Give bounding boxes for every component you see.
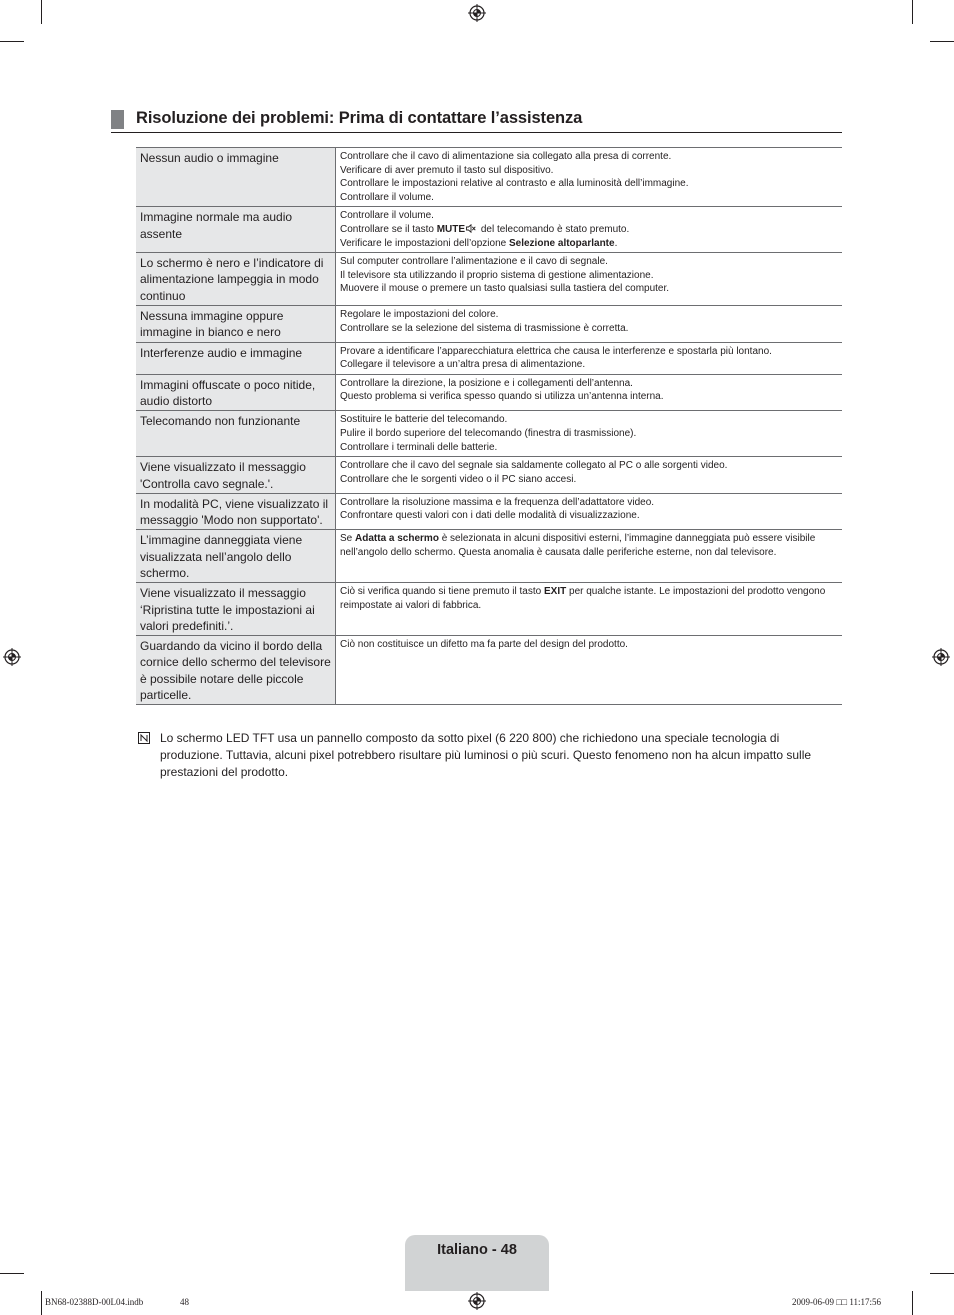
solution-line (340, 150, 838, 164)
solution-cell (336, 636, 843, 705)
solution-line (340, 532, 838, 559)
solution-text: Questo problema si verifica spesso quando si utilizza un’antenna interna. (340, 391, 664, 403)
solution-cell (336, 457, 843, 494)
symptom-cell: L’immagine danneggiata viene visualizzata nell’angolo dello schermo. (136, 530, 336, 583)
solution-line (340, 345, 838, 359)
solution-text: Collegare il televisore a un’altra presa di alimentazione. (340, 359, 586, 371)
button-name: EXIT (544, 586, 567, 598)
solution-cell (336, 411, 843, 457)
symptom-cell: Viene visualizzato il messaggio 'Controlla cavo segnale.'. (136, 457, 336, 494)
solution-text: Verificare le impostazioni dell’opzione (340, 237, 509, 249)
button-name: Adatta a schermo (355, 533, 439, 545)
solution-line (340, 358, 838, 372)
table-body (136, 148, 842, 705)
solution-text: Ciò si verifica quando si tiene premuto il tasto (340, 586, 544, 598)
crop-mark (41, 0, 42, 24)
solution-text: Controllare il volume. (340, 191, 434, 203)
page-title: Risoluzione dei problemi: Prima di contattare l’assistenza (136, 109, 583, 127)
symptom-cell: Telecomando non funzionante (136, 411, 336, 457)
crop-mark (930, 41, 954, 42)
solution-line (340, 269, 838, 283)
registration-mark-icon (932, 648, 950, 666)
print-file-name: BN68-02388D-00L04.indb (45, 1297, 144, 1307)
solution-text: Confrontare questi valori con i dati delle modalità di visualizzazione. (340, 510, 640, 522)
solution-text: Pulire il bordo superiore del telecomando (finestra di trasmissione). (340, 428, 637, 440)
symptom-cell: Immagini offuscate o poco nitide, audio distorto (136, 374, 336, 411)
solution-text: Controllare la direzione, la posizione e i collegamenti dell’antenna. (340, 377, 633, 389)
solution-text: Controllare che il cavo di alimentazione sia collegato alla presa di corrente. (340, 151, 672, 162)
symptom-cell: Guardando da vicino il bordo della cornice dello schermo del televisore è possibile notare delle piccole particelle. (136, 636, 336, 705)
table-row (136, 306, 842, 343)
table-row (136, 342, 842, 374)
solution-text: Se (340, 533, 356, 545)
solution-cell (336, 207, 843, 253)
solution-line (340, 164, 838, 178)
table-row (136, 457, 842, 494)
solution-line (340, 255, 838, 269)
solution-line (340, 322, 838, 336)
symptom-cell: In modalità PC, viene visualizzato il messaggio 'Modo non supportato'. (136, 493, 336, 530)
title-marker (111, 110, 124, 129)
solution-text: è selezionata in alcuni dispositivi esterni, l’immagine danneggiata può essere visibile nell’angolo dello schermo. Questa anomalia è causata dalle periferiche esterne, non dal televisore. (340, 533, 816, 558)
crop-mark (0, 41, 24, 42)
crop-mark (41, 1291, 42, 1315)
button-name: MUTE (436, 223, 466, 235)
solution-line (340, 413, 838, 427)
solution-line (340, 237, 838, 251)
page-number: Italiano - 48 (437, 1242, 517, 1258)
symptom-cell: Lo schermo è nero e l’indicatore di alimentazione lampeggia in modo continuo (136, 253, 336, 306)
solution-text: . (614, 237, 618, 249)
registration-mark-icon (468, 1292, 486, 1310)
crop-mark (0, 1273, 24, 1274)
symptom-cell: Interferenze audio e immagine (136, 342, 336, 374)
print-page-number: 48 (180, 1297, 189, 1307)
table-row (136, 530, 842, 583)
table-row (136, 583, 842, 636)
solution-text: Muovere il mouse o premere un tasto qualsiasi sulla tastiera del computer. (340, 283, 670, 295)
symptom-cell: Immagine normale ma audio assente (136, 207, 336, 253)
solution-line (340, 585, 838, 612)
crop-mark (912, 0, 913, 24)
table-row (136, 207, 842, 253)
solution-text: Controllare il volume. (340, 210, 434, 222)
button-name: Selezione altoparlante (508, 237, 615, 249)
solution-cell (336, 530, 843, 583)
solution-text: Controllare se il tasto (340, 223, 437, 235)
solution-line (340, 282, 838, 296)
solution-cell (336, 148, 843, 207)
registration-mark-icon (468, 4, 486, 22)
symptom-cell: Nessun audio o immagine (136, 148, 336, 207)
solution-text: Ciò non costituisce un difetto ma fa parte del design del prodotto. (340, 639, 628, 651)
solution-text: Controllare se la selezione del sistema di trasmissione è corretta. (340, 322, 629, 334)
solution-cell (336, 342, 843, 374)
solution-line (340, 390, 838, 404)
solution-text: Provare a identificare l’apparecchiatura elettrica che causa le interferenze e spostarla più lontano. (340, 345, 772, 357)
solution-line (340, 473, 838, 487)
solution-text: Controllare che le sorgenti video o il PC siano accesi. (340, 473, 577, 485)
solution-cell (336, 493, 843, 530)
table-row (136, 411, 842, 457)
symptom-cell: Nessuna immagine oppure immagine in bianco e nero (136, 306, 336, 343)
table-row (136, 636, 842, 705)
solution-text: del telecomando è stato premuto. (478, 223, 630, 235)
solution-line (340, 308, 838, 322)
registration-mark-icon (3, 648, 21, 666)
solution-line (340, 209, 838, 223)
solution-line (340, 459, 838, 473)
solution-cell (336, 253, 843, 306)
solution-text: per qualche istante. Le impostazioni del prodotto vengono reimpostate ai valori di fabbrica. (340, 586, 826, 611)
solution-line (340, 496, 838, 510)
solution-line (340, 441, 838, 455)
solution-text: Controllare le impostazioni relative al contrasto e alla luminosità dell’immagine. (340, 178, 689, 190)
solution-text: Controllare la risoluzione massima e la frequenza dell’adattatore video. (340, 496, 655, 508)
troubleshooting-table (136, 147, 842, 705)
note-text: Lo schermo LED TFT usa un pannello composto da sotto pixel (6 220 800) che richiedono una speciale tecnologia di produzione. Tuttavia, alcuni pixel potrebbero risultare più luminosi o più scuri. Questo fenomeno non ha alcun impatto sulle prestazioni del prodotto. (160, 731, 812, 779)
table-row (136, 374, 842, 411)
solution-cell (336, 583, 843, 636)
solution-line (340, 223, 838, 237)
solution-line (340, 638, 838, 652)
solution-text: Regolare le impostazioni del colore. (340, 309, 499, 321)
print-datetime: 2009-06-09 □□ 11:17:56 (792, 1297, 882, 1307)
solution-text: Controllare che il cavo del segnale sia saldamente collegato al PC o alle sorgenti video. (340, 460, 728, 472)
section-header (111, 108, 842, 133)
solution-text: Sostituire le batterie del telecomando. (340, 414, 508, 426)
note-icon (138, 732, 150, 744)
solution-line (340, 177, 838, 191)
solution-line (340, 509, 838, 523)
table-row (136, 148, 842, 207)
solution-text: Il televisore sta utilizzando il proprio sistema di gestione alimentazione. (340, 269, 654, 281)
crop-mark (912, 1291, 913, 1315)
solution-cell (336, 306, 843, 343)
solution-text: Sul computer controllare l’alimentazione e il cavo di segnale. (340, 256, 608, 268)
solution-text: Verificare di aver premuto il tasto sul dispositivo. (340, 164, 554, 176)
solution-line (340, 377, 838, 391)
solution-line (340, 427, 838, 441)
solution-cell (336, 374, 843, 411)
solution-text: Controllare i terminali delle batterie. (340, 441, 498, 453)
table-row (136, 253, 842, 306)
crop-mark (930, 1273, 954, 1274)
page-number-tab (405, 1235, 549, 1291)
solution-line (340, 191, 838, 205)
mute-icon (466, 224, 476, 233)
symptom-cell: Viene visualizzato il messaggio ‘Ripristina tutte le impostazioni ai valori predefiniti.’. (136, 583, 336, 636)
table-row (136, 493, 842, 530)
